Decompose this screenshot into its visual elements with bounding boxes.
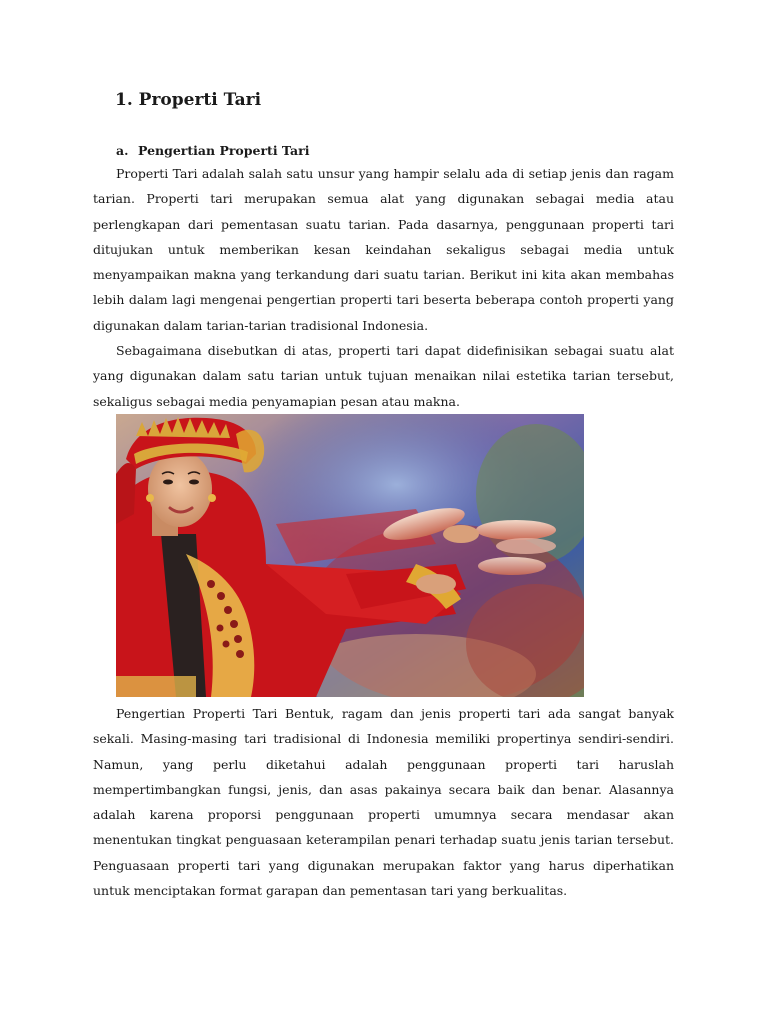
section-title: Properti Tari — [138, 90, 262, 110]
subsection-title: Pengertian Properti Tari — [138, 143, 310, 158]
paragraph-1: Properti Tari adalah salah satu unsur yang hampir selalu ada di setiap jenis dan ragam tarian. Properti tari merupakan semua alat yang digunakan sebagai media atau perlengkapan dari pementasan suatu tarian. Pada dasarnya, penggunaan properti tari ditujukan untuk memberikan kesan keindahan sekaligus sebagai media untuk menyampaikan makna yang terkandung dari suatu tarian. Berikut ini kita akan membahas lebih dalam lagi mengenai pengertian properti tari beserta beberapa contoh properti yang digunakan dalam tarian-tarian tradisional Indonesia. — [93, 166, 674, 333]
section-heading — [115, 88, 674, 112]
paragraph-2: Sebagaimana disebutkan di atas, properti tari dapat didefinisikan sebagai suatu alat yang digunakan dalam satu tarian untuk tujuan menaikan nilai estetika tarian tersebut, sekaligus sebagai media penyamapian pesan atau makna. — [93, 343, 674, 409]
dancer-photo-illustration — [116, 414, 584, 697]
paragraph-3: Pengertian Properti Tari Bentuk, ragam dan jenis properti tari ada sangat banyak sekali. Masing-masing tari tradisional di Indonesia memiliki propertinya sendiri-sendiri. Namun, yang perlu diketahui adalah penggunaan properti tari haruslah mempertimbangkan fungsi, jenis, dan asas pakainya secara baik dan benar. Alasannya adalah karena proporsi penggunaan properti umumnya secara mendasar akan menentukan tingkat penguasaan keterampilan penari terhadap suatu jenis tarian tersebut. Penguasaan properti tari yang digunakan merupakan faktor yang harus diperhatikan untuk menciptakan format garapan dan pementasan tari yang berkualitas. — [93, 705, 674, 899]
dancer-photo — [116, 414, 584, 697]
document-page — [93, 88, 674, 903]
subsection-heading — [116, 143, 674, 159]
section-number: 1. — [115, 90, 133, 110]
subsection-letter: a. — [116, 143, 129, 158]
